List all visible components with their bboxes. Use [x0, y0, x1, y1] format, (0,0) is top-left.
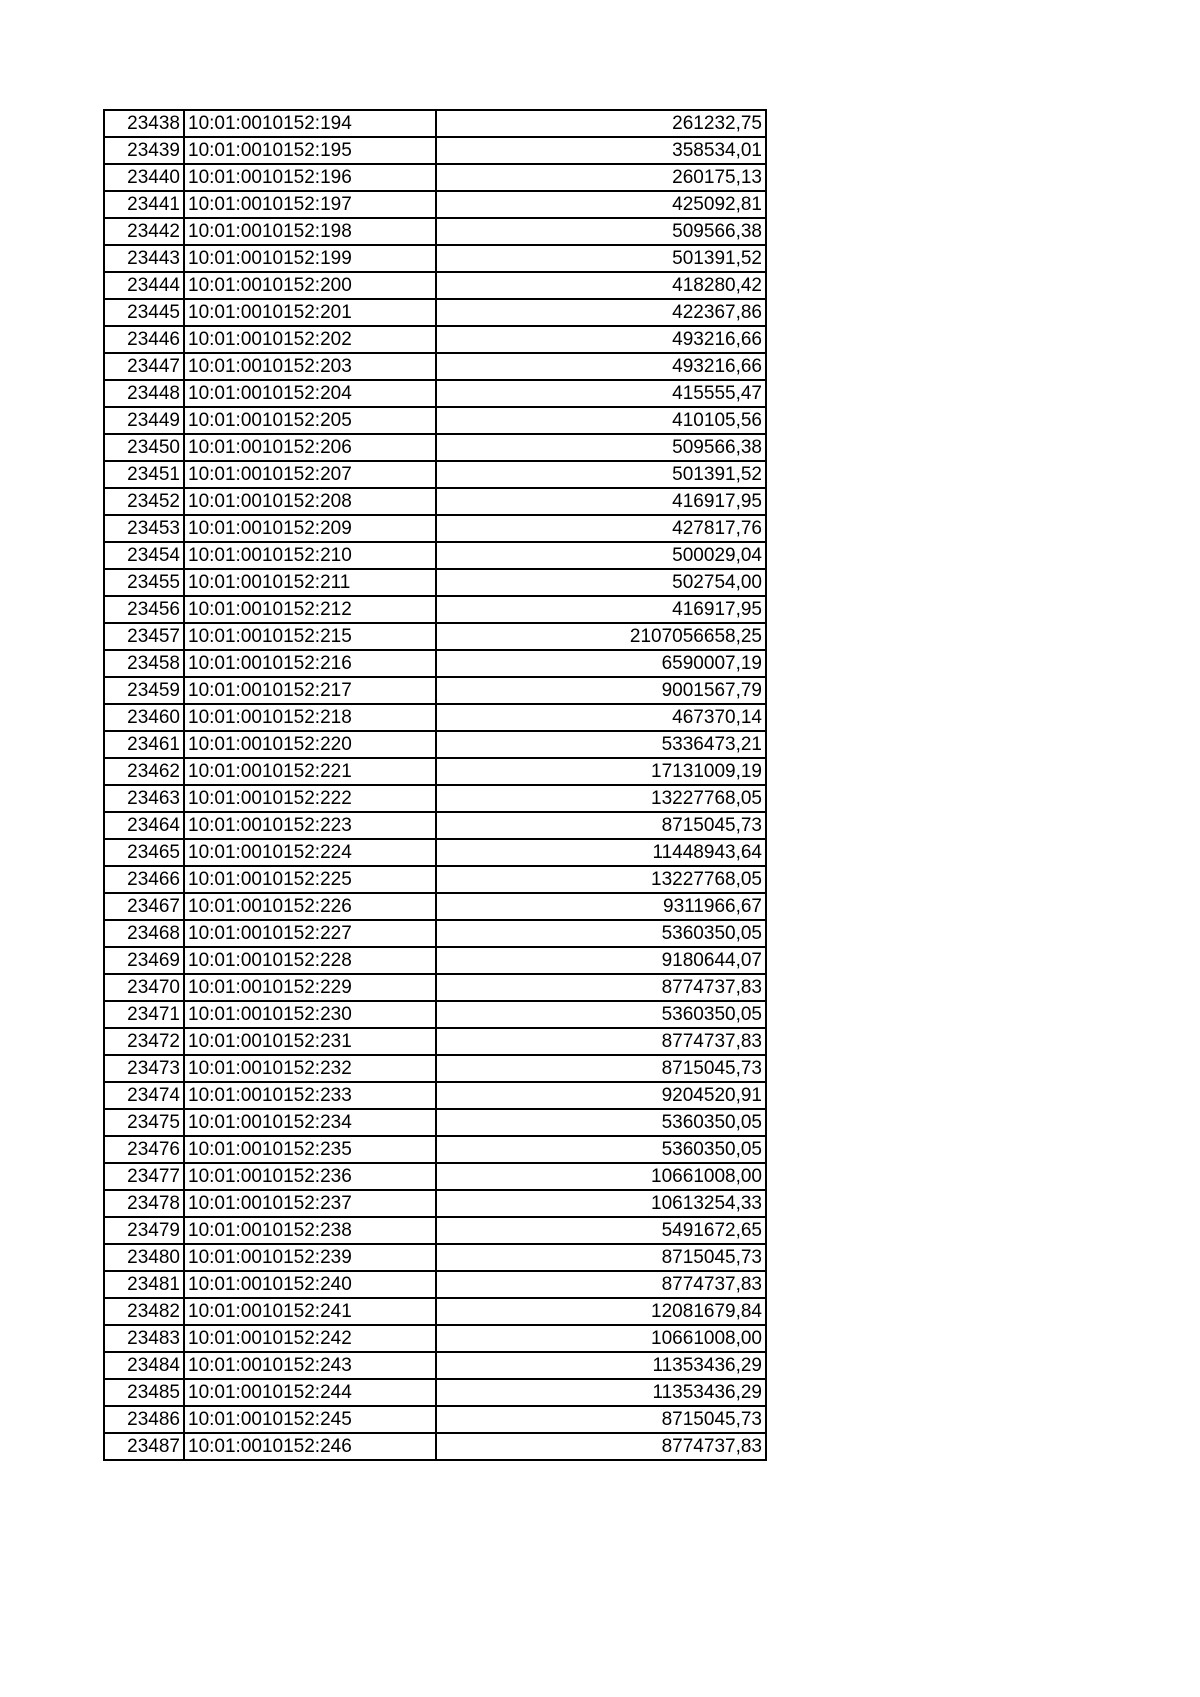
value-cell: 502754,00 [436, 569, 766, 596]
value-cell: 10661008,00 [436, 1325, 766, 1352]
row-index-cell: 23440 [104, 164, 184, 191]
value-cell: 11353436,29 [436, 1352, 766, 1379]
table-row [104, 1163, 766, 1190]
row-index-cell: 23448 [104, 380, 184, 407]
table-row [104, 1055, 766, 1082]
cadastral-number-cell: 10:01:0010152:194 [184, 110, 436, 137]
value-cell: 6590007,19 [436, 650, 766, 677]
table-row [104, 839, 766, 866]
cadastral-number-cell: 10:01:0010152:243 [184, 1352, 436, 1379]
cadastral-number-cell: 10:01:0010152:205 [184, 407, 436, 434]
table-row [104, 785, 766, 812]
cadastral-number-cell: 10:01:0010152:234 [184, 1109, 436, 1136]
table-row [104, 704, 766, 731]
cadastral-number-cell: 10:01:0010152:236 [184, 1163, 436, 1190]
value-cell: 9001567,79 [436, 677, 766, 704]
cadastral-number-cell: 10:01:0010152:230 [184, 1001, 436, 1028]
cadastral-number-cell: 10:01:0010152:220 [184, 731, 436, 758]
row-index-cell: 23441 [104, 191, 184, 218]
table-row [104, 110, 766, 137]
table-row [104, 191, 766, 218]
table-row [104, 1298, 766, 1325]
row-index-cell: 23461 [104, 731, 184, 758]
value-cell: 11448943,64 [436, 839, 766, 866]
table-row [104, 407, 766, 434]
cadastral-number-cell: 10:01:0010152:223 [184, 812, 436, 839]
cadastral-number-cell: 10:01:0010152:246 [184, 1433, 436, 1460]
cadastral-number-cell: 10:01:0010152:207 [184, 461, 436, 488]
value-cell: 9204520,91 [436, 1082, 766, 1109]
row-index-cell: 23482 [104, 1298, 184, 1325]
table-row [104, 758, 766, 785]
value-cell: 493216,66 [436, 326, 766, 353]
cadastral-number-cell: 10:01:0010152:199 [184, 245, 436, 272]
value-cell: 13227768,05 [436, 866, 766, 893]
value-cell: 9180644,07 [436, 947, 766, 974]
cadastral-number-cell: 10:01:0010152:210 [184, 542, 436, 569]
cadastral-number-cell: 10:01:0010152:203 [184, 353, 436, 380]
value-cell: 5360350,05 [436, 920, 766, 947]
value-cell: 10613254,33 [436, 1190, 766, 1217]
row-index-cell: 23485 [104, 1379, 184, 1406]
table-row [104, 623, 766, 650]
row-index-cell: 23450 [104, 434, 184, 461]
cadastral-number-cell: 10:01:0010152:218 [184, 704, 436, 731]
table-row [104, 515, 766, 542]
cadastral-number-cell: 10:01:0010152:206 [184, 434, 436, 461]
value-cell: 501391,52 [436, 461, 766, 488]
table-row [104, 137, 766, 164]
table-row [104, 569, 766, 596]
value-cell: 415555,47 [436, 380, 766, 407]
cadastral-number-cell: 10:01:0010152:224 [184, 839, 436, 866]
cadastral-number-cell: 10:01:0010152:195 [184, 137, 436, 164]
row-index-cell: 23472 [104, 1028, 184, 1055]
cadastral-number-cell: 10:01:0010152:240 [184, 1271, 436, 1298]
row-index-cell: 23468 [104, 920, 184, 947]
table-row [104, 1325, 766, 1352]
row-index-cell: 23447 [104, 353, 184, 380]
value-cell: 416917,95 [436, 488, 766, 515]
cadastral-number-cell: 10:01:0010152:241 [184, 1298, 436, 1325]
value-cell: 416917,95 [436, 596, 766, 623]
row-index-cell: 23474 [104, 1082, 184, 1109]
table-row [104, 1109, 766, 1136]
value-cell: 11353436,29 [436, 1379, 766, 1406]
cadastral-number-cell: 10:01:0010152:244 [184, 1379, 436, 1406]
table-row [104, 1082, 766, 1109]
value-cell: 8774737,83 [436, 1271, 766, 1298]
table-row [104, 353, 766, 380]
cadastral-number-cell: 10:01:0010152:231 [184, 1028, 436, 1055]
table-body [104, 110, 766, 1460]
row-index-cell: 23458 [104, 650, 184, 677]
cadastral-number-cell: 10:01:0010152:229 [184, 974, 436, 1001]
row-index-cell: 23477 [104, 1163, 184, 1190]
cadastral-number-cell: 10:01:0010152:228 [184, 947, 436, 974]
row-index-cell: 23445 [104, 299, 184, 326]
cadastral-number-cell: 10:01:0010152:233 [184, 1082, 436, 1109]
table-row [104, 731, 766, 758]
table-row [104, 974, 766, 1001]
cadastral-number-cell: 10:01:0010152:242 [184, 1325, 436, 1352]
table-row [104, 245, 766, 272]
data-table [103, 109, 767, 1461]
cadastral-number-cell: 10:01:0010152:209 [184, 515, 436, 542]
value-cell: 493216,66 [436, 353, 766, 380]
row-index-cell: 23449 [104, 407, 184, 434]
cadastral-number-cell: 10:01:0010152:202 [184, 326, 436, 353]
cadastral-number-cell: 10:01:0010152:222 [184, 785, 436, 812]
value-cell: 8715045,73 [436, 1055, 766, 1082]
table-row [104, 1136, 766, 1163]
table-row [104, 1190, 766, 1217]
value-cell: 10661008,00 [436, 1163, 766, 1190]
value-cell: 8715045,73 [436, 1244, 766, 1271]
row-index-cell: 23459 [104, 677, 184, 704]
row-index-cell: 23462 [104, 758, 184, 785]
value-cell: 422367,86 [436, 299, 766, 326]
cadastral-number-cell: 10:01:0010152:216 [184, 650, 436, 677]
table-row [104, 1433, 766, 1460]
cadastral-number-cell: 10:01:0010152:238 [184, 1217, 436, 1244]
row-index-cell: 23452 [104, 488, 184, 515]
cadastral-number-cell: 10:01:0010152:215 [184, 623, 436, 650]
row-index-cell: 23457 [104, 623, 184, 650]
row-index-cell: 23473 [104, 1055, 184, 1082]
table-row [104, 434, 766, 461]
value-cell: 12081679,84 [436, 1298, 766, 1325]
row-index-cell: 23484 [104, 1352, 184, 1379]
table-row [104, 596, 766, 623]
value-cell: 8715045,73 [436, 1406, 766, 1433]
value-cell: 358534,01 [436, 137, 766, 164]
table-row [104, 1217, 766, 1244]
row-index-cell: 23442 [104, 218, 184, 245]
table-row [104, 488, 766, 515]
value-cell: 501391,52 [436, 245, 766, 272]
row-index-cell: 23460 [104, 704, 184, 731]
row-index-cell: 23463 [104, 785, 184, 812]
table-row [104, 1271, 766, 1298]
cadastral-number-cell: 10:01:0010152:232 [184, 1055, 436, 1082]
row-index-cell: 23446 [104, 326, 184, 353]
row-index-cell: 23476 [104, 1136, 184, 1163]
cadastral-number-cell: 10:01:0010152:204 [184, 380, 436, 407]
table-row [104, 650, 766, 677]
table-row [104, 1244, 766, 1271]
row-index-cell: 23444 [104, 272, 184, 299]
value-cell: 5360350,05 [436, 1109, 766, 1136]
cadastral-number-cell: 10:01:0010152:200 [184, 272, 436, 299]
value-cell: 261232,75 [436, 110, 766, 137]
table-row [104, 218, 766, 245]
row-index-cell: 23464 [104, 812, 184, 839]
row-index-cell: 23454 [104, 542, 184, 569]
row-index-cell: 23465 [104, 839, 184, 866]
cadastral-number-cell: 10:01:0010152:201 [184, 299, 436, 326]
table-row [104, 299, 766, 326]
value-cell: 5360350,05 [436, 1136, 766, 1163]
row-index-cell: 23486 [104, 1406, 184, 1433]
cadastral-number-cell: 10:01:0010152:197 [184, 191, 436, 218]
cadastral-number-cell: 10:01:0010152:221 [184, 758, 436, 785]
value-cell: 8774737,83 [436, 1433, 766, 1460]
table-row [104, 542, 766, 569]
value-cell: 425092,81 [436, 191, 766, 218]
row-index-cell: 23451 [104, 461, 184, 488]
value-cell: 5336473,21 [436, 731, 766, 758]
row-index-cell: 23438 [104, 110, 184, 137]
cadastral-number-cell: 10:01:0010152:208 [184, 488, 436, 515]
row-index-cell: 23453 [104, 515, 184, 542]
row-index-cell: 23471 [104, 1001, 184, 1028]
value-cell: 500029,04 [436, 542, 766, 569]
table-row [104, 677, 766, 704]
cadastral-number-cell: 10:01:0010152:245 [184, 1406, 436, 1433]
cadastral-number-cell: 10:01:0010152:211 [184, 569, 436, 596]
row-index-cell: 23443 [104, 245, 184, 272]
cadastral-number-cell: 10:01:0010152:217 [184, 677, 436, 704]
row-index-cell: 23470 [104, 974, 184, 1001]
table-row [104, 947, 766, 974]
cadastral-number-cell: 10:01:0010152:227 [184, 920, 436, 947]
value-cell: 2107056658,25 [436, 623, 766, 650]
value-cell: 8774737,83 [436, 974, 766, 1001]
table-row [104, 272, 766, 299]
table-row [104, 1028, 766, 1055]
table-row [104, 380, 766, 407]
row-index-cell: 23480 [104, 1244, 184, 1271]
value-cell: 8774737,83 [436, 1028, 766, 1055]
table-row [104, 893, 766, 920]
row-index-cell: 23483 [104, 1325, 184, 1352]
value-cell: 427817,76 [436, 515, 766, 542]
value-cell: 509566,38 [436, 434, 766, 461]
table-row [104, 1001, 766, 1028]
cadastral-number-cell: 10:01:0010152:212 [184, 596, 436, 623]
row-index-cell: 23455 [104, 569, 184, 596]
value-cell: 5360350,05 [436, 1001, 766, 1028]
row-index-cell: 23479 [104, 1217, 184, 1244]
value-cell: 410105,56 [436, 407, 766, 434]
table-row [104, 461, 766, 488]
value-cell: 17131009,19 [436, 758, 766, 785]
value-cell: 260175,13 [436, 164, 766, 191]
table-row [104, 1406, 766, 1433]
cadastral-number-cell: 10:01:0010152:239 [184, 1244, 436, 1271]
value-cell: 13227768,05 [436, 785, 766, 812]
cadastral-number-cell: 10:01:0010152:237 [184, 1190, 436, 1217]
cadastral-number-cell: 10:01:0010152:226 [184, 893, 436, 920]
cadastral-number-cell: 10:01:0010152:225 [184, 866, 436, 893]
row-index-cell: 23487 [104, 1433, 184, 1460]
value-cell: 5491672,65 [436, 1217, 766, 1244]
row-index-cell: 23456 [104, 596, 184, 623]
value-cell: 8715045,73 [436, 812, 766, 839]
cadastral-number-cell: 10:01:0010152:235 [184, 1136, 436, 1163]
row-index-cell: 23466 [104, 866, 184, 893]
table-row [104, 1352, 766, 1379]
table-row [104, 866, 766, 893]
table-row [104, 920, 766, 947]
row-index-cell: 23469 [104, 947, 184, 974]
value-cell: 509566,38 [436, 218, 766, 245]
table-row [104, 326, 766, 353]
row-index-cell: 23478 [104, 1190, 184, 1217]
cadastral-number-cell: 10:01:0010152:196 [184, 164, 436, 191]
row-index-cell: 23481 [104, 1271, 184, 1298]
row-index-cell: 23467 [104, 893, 184, 920]
cadastral-number-cell: 10:01:0010152:198 [184, 218, 436, 245]
value-cell: 418280,42 [436, 272, 766, 299]
table-row [104, 812, 766, 839]
row-index-cell: 23475 [104, 1109, 184, 1136]
table-row [104, 1379, 766, 1406]
row-index-cell: 23439 [104, 137, 184, 164]
value-cell: 9311966,67 [436, 893, 766, 920]
table-row [104, 164, 766, 191]
value-cell: 467370,14 [436, 704, 766, 731]
